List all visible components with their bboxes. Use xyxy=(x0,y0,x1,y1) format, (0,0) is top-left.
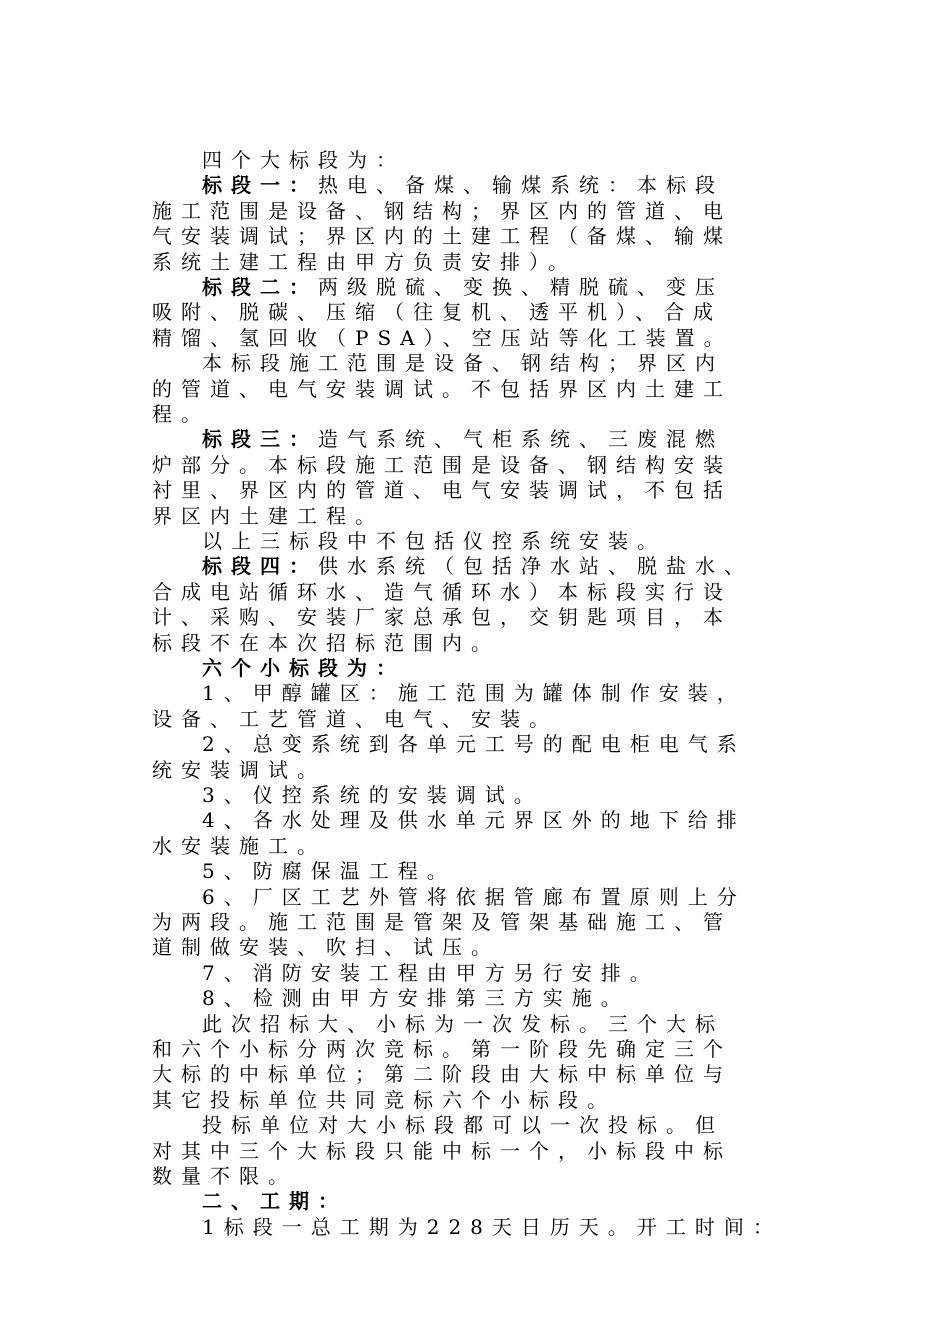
text-line xyxy=(152,783,852,808)
text-line xyxy=(152,351,852,376)
text-span: 系统土建工程由甲方负责安排）。 xyxy=(152,250,577,274)
text-line xyxy=(152,1062,852,1087)
text-line xyxy=(152,326,852,351)
text-span: 数量不限。 xyxy=(152,1164,297,1188)
text-line xyxy=(152,656,852,681)
text-span: 2、总变系统到各单元工号的配电柜电气系 xyxy=(202,732,746,756)
text-span: 7、消防安装工程由甲方另行安排。 xyxy=(202,961,659,985)
text-span: 4、各水处理及供水单元界区外的地下给排 xyxy=(202,808,746,832)
text-span: 程。 xyxy=(152,402,210,426)
text-span: 1标段一总工期为228天日历天。开工时间： xyxy=(202,1215,782,1239)
text-line xyxy=(152,478,852,503)
text-span: 为两段。施工范围是管架及管架基础施工、管 xyxy=(152,910,732,934)
text-span: 以上三标段中不包括仪控系统安装。 xyxy=(202,529,666,553)
text-line xyxy=(152,250,852,275)
text-line xyxy=(152,402,852,427)
text-line xyxy=(152,148,852,173)
text-line xyxy=(152,681,852,706)
bold-text: 标段三： xyxy=(202,427,318,451)
text-span: 界区内土建工程。 xyxy=(152,504,384,528)
bold-text: 标段一： xyxy=(202,173,318,197)
text-span: 供水系统（包括净水站、脱盐水、 xyxy=(318,554,753,578)
text-line xyxy=(152,1215,852,1240)
text-line xyxy=(152,758,852,783)
text-span: 和六个小标分两次竞标。第一阶段先确定三个 xyxy=(152,1037,732,1061)
text-span: 此次招标大、小标为一次发标。三个大标 xyxy=(202,1012,724,1036)
text-line xyxy=(152,631,852,656)
text-line xyxy=(152,173,852,198)
text-line xyxy=(152,986,852,1011)
text-line xyxy=(152,961,852,986)
text-line xyxy=(152,504,852,529)
text-span: 的管道、电气安装调试。不包括界区内土建工 xyxy=(152,377,732,401)
text-line xyxy=(152,732,852,757)
text-span: 统安装调试。 xyxy=(152,758,326,782)
text-line xyxy=(152,1189,852,1214)
bold-text: 六个小标段为： xyxy=(202,656,405,680)
text-span: 3、仪控系统的安装调试。 xyxy=(202,783,543,807)
text-line xyxy=(152,300,852,325)
text-line xyxy=(152,580,852,605)
text-line xyxy=(152,707,852,732)
text-span: 两级脱硫、变换、精脱硫、变压 xyxy=(318,275,724,299)
text-span: 道制做安装、吹扫、试压。 xyxy=(152,935,500,959)
text-span: 衬里、界区内的管道、电气安装调试，不包括 xyxy=(152,478,732,502)
text-span: 设备、工艺管道、电气、安装。 xyxy=(152,707,558,731)
text-span: 四个大标段为： xyxy=(202,148,405,172)
text-span: 吸附、脱碳、压缩（往复机、透平机）、合成 xyxy=(152,300,722,324)
text-span: 投标单位对大小标段都可以一次投标。但 xyxy=(202,1113,724,1137)
text-line xyxy=(152,1088,852,1113)
text-span: 计、采购、安装厂家总承包，交钥匙项目，本 xyxy=(152,605,732,629)
text-line xyxy=(152,1113,852,1138)
text-span: 精馏、氢回收（PSA）、空压站等化工装置。 xyxy=(152,326,733,350)
bold-text: 标段二： xyxy=(202,275,318,299)
text-span: 5、防腐保温工程。 xyxy=(202,859,456,883)
text-line xyxy=(152,529,852,554)
text-span: 标段不在本次招标范围内。 xyxy=(152,631,500,655)
text-span: 本标段施工范围是设备、钢结构；界区内 xyxy=(202,351,724,375)
text-line xyxy=(152,377,852,402)
text-line xyxy=(152,808,852,833)
text-line xyxy=(152,834,852,859)
text-span: 6、厂区工艺外管将依据管廊布置原则上分 xyxy=(202,885,746,909)
text-span: 造气系统、气柜系统、三废混燃 xyxy=(318,427,724,451)
text-span: 水安装施工。 xyxy=(152,834,326,858)
text-line xyxy=(152,859,852,884)
text-line xyxy=(152,554,852,579)
text-span: 炉部分。本标段施工范围是设备、钢结构安装 xyxy=(152,453,732,477)
text-line xyxy=(152,1012,852,1037)
text-line xyxy=(152,1164,852,1189)
text-line xyxy=(152,1139,852,1164)
text-line xyxy=(152,427,852,452)
text-span: 其它投标单位共同竞标六个小标段。 xyxy=(152,1088,616,1112)
text-line xyxy=(152,885,852,910)
text-span: 8、检测由甲方安排第三方实施。 xyxy=(202,986,630,1010)
text-line xyxy=(152,935,852,960)
text-line xyxy=(152,453,852,478)
text-line xyxy=(152,605,852,630)
text-line xyxy=(152,275,852,300)
text-span: 热电、备煤、输煤系统：本标段 xyxy=(318,173,724,197)
text-span: 合成电站循环水、造气循环水）本标段实行设 xyxy=(152,580,732,604)
text-line xyxy=(152,199,852,224)
bold-text: 标段四： xyxy=(202,554,318,578)
text-line xyxy=(152,224,852,249)
text-span: 气安装调试；界区内的土建工程（备煤、输煤 xyxy=(152,224,732,248)
text-span: 大标的中标单位；第二阶段由大标中标单位与 xyxy=(152,1062,732,1086)
text-span: 对其中三个大标段只能中标一个，小标段中标 xyxy=(152,1139,732,1163)
text-line xyxy=(152,1037,852,1062)
text-line xyxy=(152,910,852,935)
text-span: 1、甲醇罐区：施工范围为罐体制作安装， xyxy=(202,681,746,705)
text-span: 施工范围是设备、钢结构；界区内的管道、电 xyxy=(152,199,732,223)
bold-text: 二、工期： xyxy=(202,1189,347,1213)
